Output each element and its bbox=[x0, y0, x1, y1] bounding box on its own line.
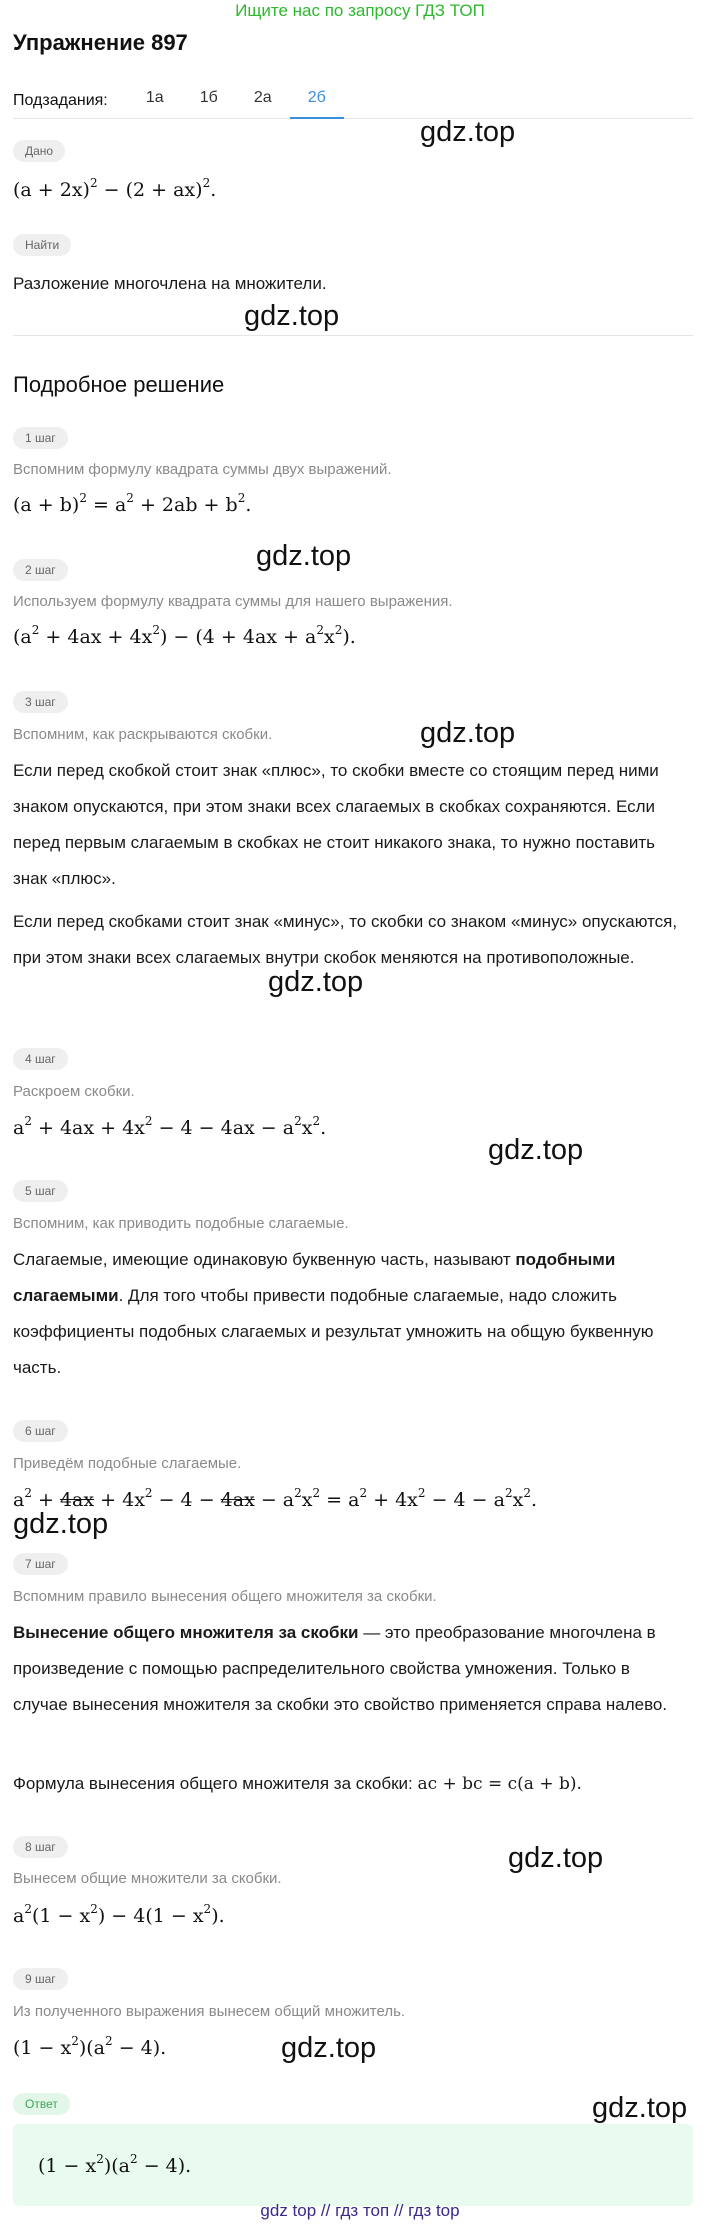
watermark: gdz.top bbox=[508, 1842, 604, 1874]
given-expression: $(a + 2x)^2 - (2 + ax)^2$. bbox=[13, 176, 217, 201]
find-badge: Найти bbox=[13, 234, 71, 256]
step-badge: 8 шаг bbox=[13, 1836, 68, 1858]
step-badge: 3 шаг bbox=[13, 691, 68, 713]
step-expression: $a^2 + 4ax + 4x^2 - 4 - 4ax - a^2x^2$. bbox=[13, 1114, 327, 1139]
step-badge: 9 шаг bbox=[13, 1968, 68, 1990]
watermark: gdz.top bbox=[13, 1508, 109, 1540]
step-hint: Используем формулу квадрата суммы для нашего выражения. bbox=[13, 593, 453, 610]
divider bbox=[13, 335, 693, 336]
step-hint: Вспомним правило вынесения общего множителя за скобки. bbox=[13, 1588, 437, 1605]
footer-links[interactable]: gdz top // гдз топ // гдз top bbox=[260, 2201, 460, 2220]
step-hint: Раскроем скобки. bbox=[13, 1083, 135, 1100]
subtask-tabs bbox=[13, 83, 693, 119]
watermark: gdz.top bbox=[420, 116, 516, 148]
step-paragraph: Вынесение общего множителя за скобки — это преобразование многочлена в произведение с помощью распределительного свойства умножения. Только в случае вынесения множителя за скобки это свойство применяется справа налево. bbox=[13, 1623, 668, 1714]
search-banner[interactable]: Ищите нас по запросу ГДЗ ТОП bbox=[235, 1, 485, 20]
step-hint: Вспомним, как раскрываются скобки. bbox=[13, 726, 273, 743]
step-paragraph: Если перед скобкой стоит знак «плюс», то скобки вместе со стоящим перед ними знаком опускаются, при этом знаки всех слагаемых в скобках сохраняются. Если перед первым слагаемым в скобках не стоит никакого знака, то нужно поставить знак «плюс». bbox=[13, 761, 659, 888]
answer-expression: $(1 - x^2)(a^2 - 4)$. bbox=[38, 2152, 192, 2177]
step-badge: 6 шаг bbox=[13, 1420, 68, 1442]
step-expression: $(1 - x^2)(a^2 - 4)$. bbox=[13, 2034, 167, 2059]
watermark: gdz.top bbox=[420, 717, 516, 749]
answer-box bbox=[13, 2124, 693, 2206]
step-badge: 5 шаг bbox=[13, 1180, 68, 1202]
given-badge: Дано bbox=[13, 140, 65, 162]
step-paragraph: Если перед скобками стоит знак «минус», то скобки со знаком «минус» опускаются, при этом знаки всех слагаемых внутри скобок меняются на противоположные. bbox=[13, 912, 678, 967]
answer-badge: Ответ bbox=[13, 2093, 70, 2115]
solution-title: Подробное решение bbox=[13, 372, 225, 397]
tab-1b[interactable]: 1б bbox=[199, 88, 218, 106]
tab-2b[interactable]: 2б bbox=[290, 83, 344, 119]
step-badge: 1 шаг bbox=[13, 427, 68, 449]
subtasks-label: Подзадания: bbox=[13, 91, 108, 109]
step-hint: Приведём подобные слагаемые. bbox=[13, 1455, 242, 1472]
page-title: Упражнение 897 bbox=[13, 30, 188, 55]
watermark: gdz.top bbox=[256, 540, 352, 572]
watermark: gdz.top bbox=[268, 966, 364, 998]
watermark: gdz.top bbox=[281, 2032, 377, 2064]
step-expression: $a^2 + 4ax + 4x^2 - 4 - 4ax - a^2x^2 = a^2 + 4x^2 - 4 - a^2x^2$. bbox=[13, 1486, 538, 1511]
step-paragraph: Слагаемые, имеющие одинаковую буквенную часть, называют подобными слагаемыми. Для того чтобы привести подобные слагаемые, надо сложить коэффициенты подобных слагаемых и результат умножить на общую буквенную часть. bbox=[13, 1250, 654, 1377]
step-hint: Из полученного выражения вынесем общий множитель. bbox=[13, 2003, 406, 2020]
tab-2a[interactable]: 2а bbox=[253, 88, 272, 106]
step-expression: $(a + b)^2 = a^2 + 2ab + b^2$. bbox=[13, 491, 252, 516]
watermark: gdz.top bbox=[488, 1134, 584, 1166]
step-paragraph: Формула вынесения общего множителя за скобки: ac + bc = c(a + b). bbox=[13, 1774, 582, 1794]
step-badge: 7 шаг bbox=[13, 1553, 68, 1575]
step-hint: Вспомним, как приводить подобные слагаемые. bbox=[13, 1215, 349, 1232]
watermark: gdz.top bbox=[592, 2092, 688, 2124]
find-text: Разложение многочлена на множители. bbox=[13, 274, 327, 293]
step-hint: Вынесем общие множители за скобки. bbox=[13, 1870, 282, 1887]
step-expression: $a^2(1 - x^2) - 4(1 - x^2)$. bbox=[13, 1902, 225, 1927]
step-expression: $(a^2 + 4ax + 4x^2) - (4 + 4ax + a^2x^2)$. bbox=[13, 623, 356, 648]
step-badge: 2 шаг bbox=[13, 559, 68, 581]
watermark: gdz.top bbox=[244, 300, 340, 332]
step-badge: 4 шаг bbox=[13, 1048, 68, 1070]
step-hint: Вспомним формулу квадрата суммы двух выражений. bbox=[13, 461, 392, 478]
tab-1a[interactable]: 1а bbox=[145, 88, 164, 106]
